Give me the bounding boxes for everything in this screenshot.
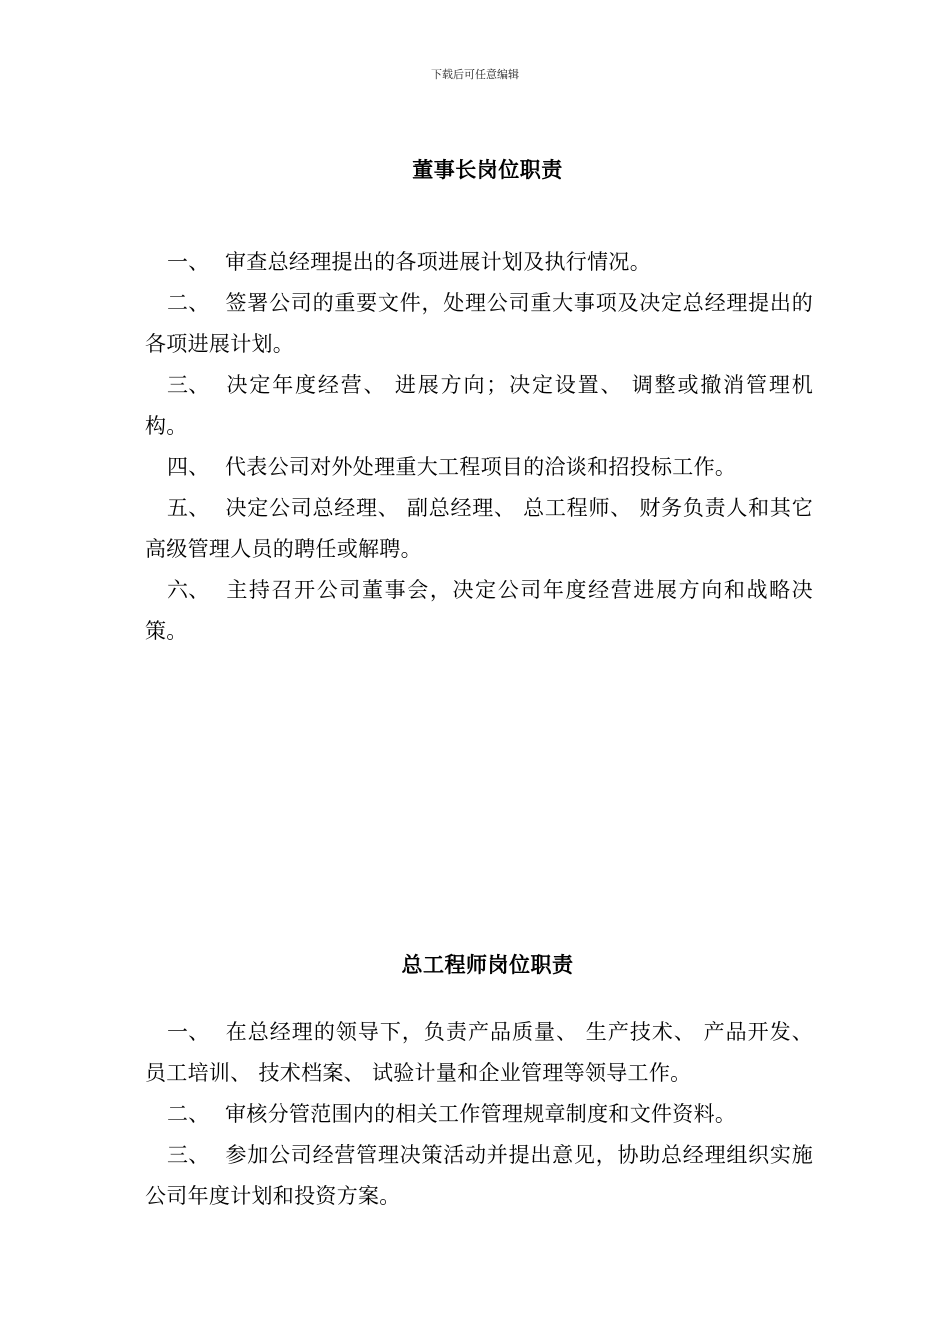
- duty-item: [145, 570, 813, 652]
- item-number: 六、: [167, 578, 210, 602]
- item-text: 审核分管范围内的相关工作管理规章制度和文件资料。: [225, 1102, 737, 1126]
- duty-item: [145, 447, 813, 488]
- duty-item: [145, 488, 813, 570]
- item-text: 签署公司的重要文件，处理公司重大事项及决定总经理提出的各项进展计划。: [145, 291, 813, 356]
- item-number: 三、: [167, 1143, 210, 1167]
- duty-item: [145, 1135, 813, 1217]
- chairman-duties-list: [145, 242, 813, 652]
- item-text: 在总经理的领导下，负责产品质量、 生产技术、 产品开发、 员工培训、 技术档案、 试验计量和企业管理等领导工作。: [145, 1020, 813, 1085]
- header-note: 下载后可任意编辑: [431, 68, 519, 81]
- item-number: 二、: [167, 291, 210, 315]
- item-text: 主持召开公司董事会，决定公司年度经营进展方向和战略决策。: [145, 578, 813, 643]
- duty-item: [145, 365, 813, 447]
- section-title-chairman: 董事长岗位职责: [412, 157, 563, 182]
- item-number: 三、: [167, 373, 210, 397]
- duty-item: [145, 283, 813, 365]
- item-text: 参加公司经营管理决策活动并提出意见，协助总经理组织实施公司年度计划和投资方案。: [145, 1143, 813, 1208]
- item-text: 代表公司对外处理重大工程项目的洽谈和招投标工作。: [225, 455, 737, 479]
- section-title-chief-engineer: 总工程师岗位职责: [401, 952, 574, 977]
- item-text: 审查总经理提出的各项进展计划及执行情况。: [225, 250, 651, 274]
- duty-item: [145, 1094, 813, 1135]
- chief-engineer-duties-list: [145, 1012, 813, 1217]
- item-number: 一、: [167, 250, 210, 274]
- item-text: 决定公司总经理、 副总经理、 总工程师、 财务负责人和其它高级管理人员的聘任或解聘。: [145, 496, 813, 561]
- item-number: 五、: [167, 496, 210, 520]
- item-text: 决定年度经营、 进展方向；决定设置、 调整或撤消管理机构。: [145, 373, 813, 438]
- item-number: 二、: [167, 1102, 210, 1126]
- item-number: 四、: [167, 455, 210, 479]
- item-number: 一、: [167, 1020, 210, 1044]
- duty-item: [145, 242, 813, 283]
- duty-item: [145, 1012, 813, 1094]
